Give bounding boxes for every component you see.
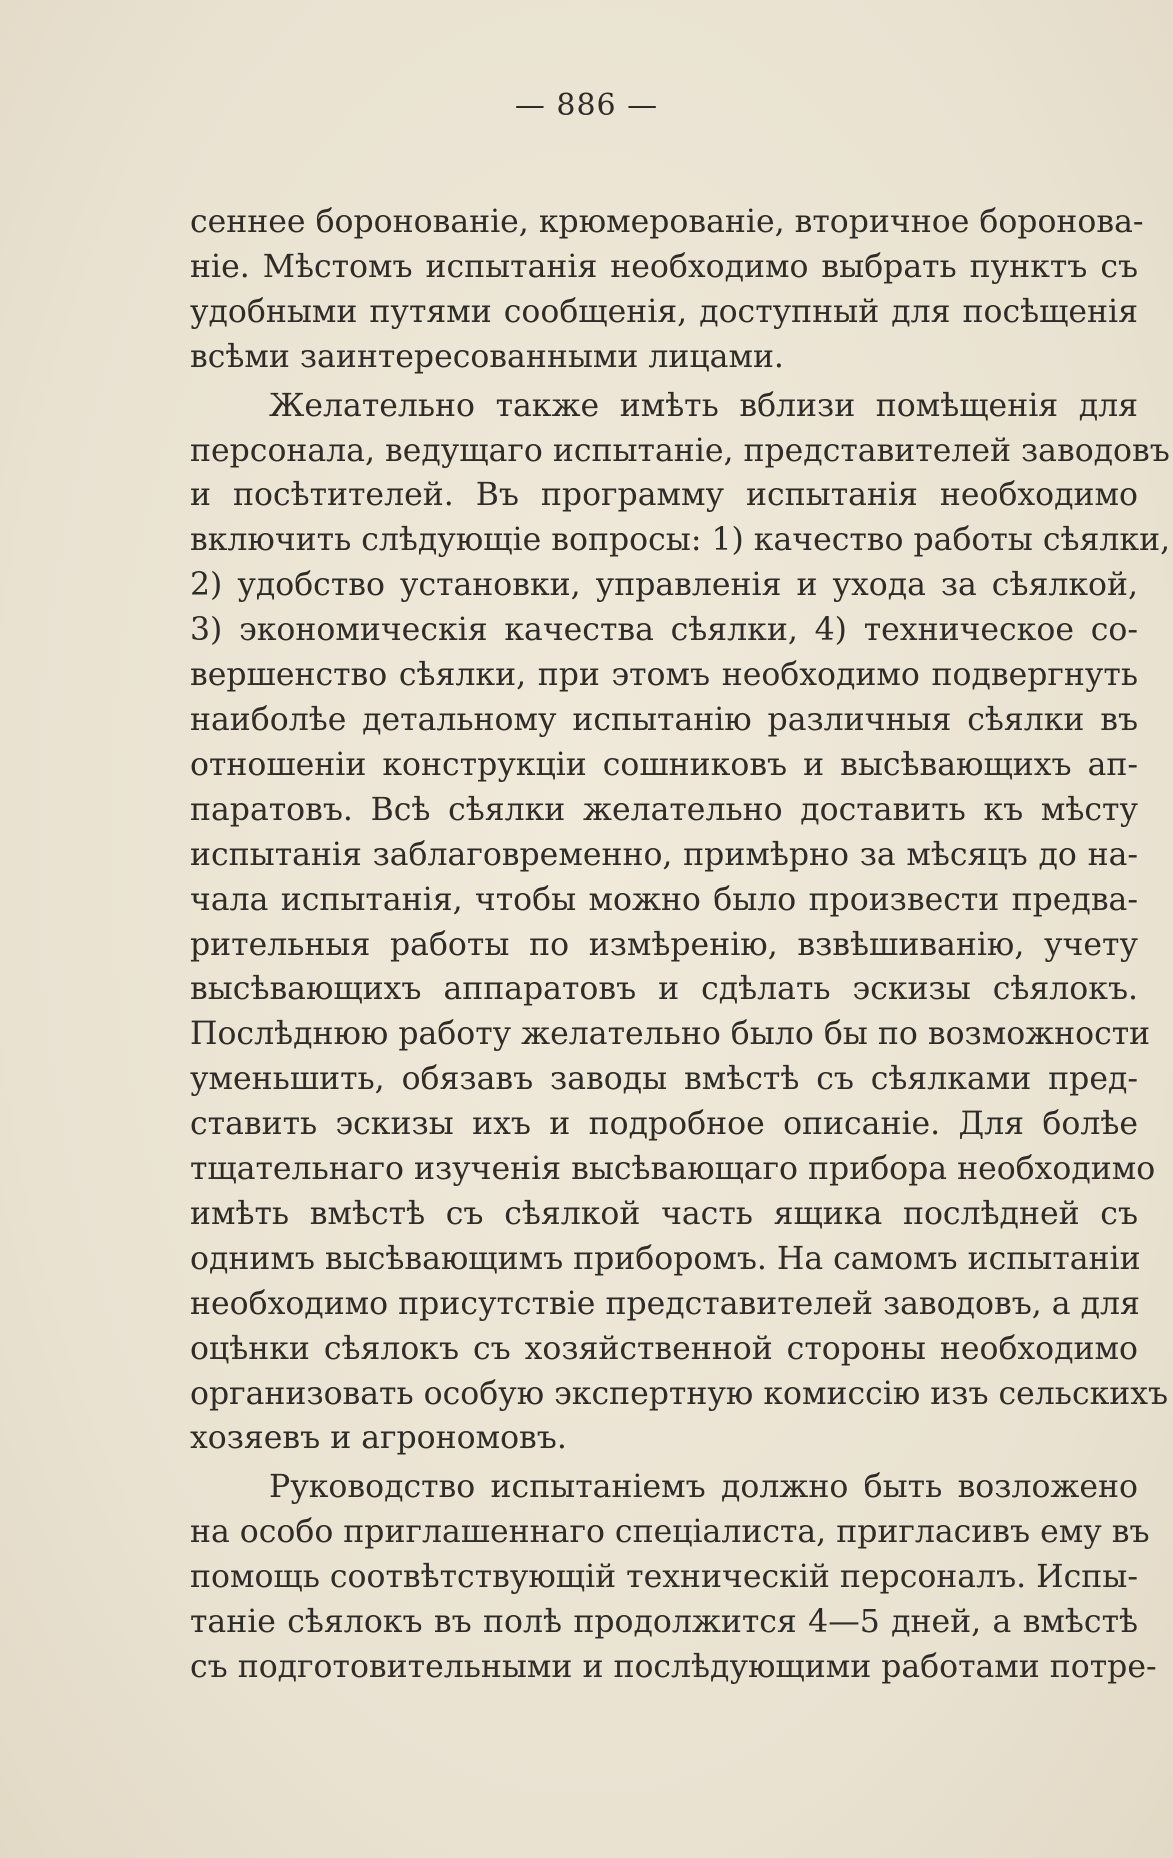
text-line: 2) удобство установки, управленія и ухода за сѣялкой,	[190, 567, 1138, 604]
text-line: таніе сѣялокъ въ полѣ продолжится 4—5 дней, а вмѣстѣ	[190, 1604, 1138, 1641]
text-line: уменьшить, обязавъ заводы вмѣстѣ съ сѣялками пред-	[190, 1061, 1138, 1098]
text-line: помощь соотвѣтствующій техническій персоналъ. Испы-	[190, 1559, 1138, 1596]
text-line: однимъ высѣвающимъ приборомъ. На самомъ испытаніи	[190, 1240, 1141, 1277]
text-line: удобными путями сообщенія, доступный для посѣщенія	[190, 293, 1138, 330]
body-text	[190, 200, 1171, 1690]
page-number: — 886 —	[514, 88, 659, 123]
text-line: оцѣнки сѣялокъ съ хозяйственной стороны необходимо	[190, 1330, 1138, 1367]
text-line: Послѣднюю работу желательно было бы по возможности	[190, 1016, 1151, 1053]
text-line: на особо приглашеннаго спеціалиста, пригласивъ ему въ	[190, 1514, 1150, 1551]
text-line: Руководство испытаніемъ должно быть возложено	[269, 1469, 1138, 1506]
text-line: вершенство сѣялки, при этомъ необходимо подвергнуть	[190, 657, 1138, 694]
text-line: 3) экономическія качества сѣялки, 4) техническое со-	[190, 612, 1138, 649]
text-line: всѣми заинтересованными лицами.	[190, 338, 784, 375]
text-line: включить слѣдующіе вопросы: 1) качество работы сѣялки,	[190, 522, 1171, 559]
text-line: ніе. Мѣстомъ испытанія необходимо выбрать пунктъ съ	[190, 248, 1138, 285]
text-line: персонала, ведущаго испытаніе, представителей заводовъ	[190, 432, 1170, 469]
text-line: наиболѣе детальному испытанію различныя сѣялки въ	[190, 701, 1138, 738]
text-line: хозяевъ и агрономовъ.	[190, 1420, 567, 1457]
text-line: необходимо присутствіе представителей заводовъ, а для	[190, 1285, 1140, 1322]
text-line: организовать особую экспертную комиссію изъ сельскихъ	[190, 1375, 1169, 1412]
text-line: паратовъ. Всѣ сѣялки желательно доставить къ мѣсту	[190, 791, 1138, 828]
text-line: высѣвающихъ аппаратовъ и сдѣлать эскизы сѣялокъ.	[190, 971, 1138, 1008]
text-line: тщательнаго изученія высѣвающаго прибора необходимо	[190, 1151, 1156, 1188]
text-line: съ подготовительными и послѣдующими работами потре-	[190, 1649, 1157, 1685]
text-line: Желательно также имѣть вблизи помѣщенія для	[269, 387, 1138, 424]
text-line: испытанія заблаговременно, примѣрно за мѣсяцъ до на-	[190, 836, 1138, 873]
text-line: сеннее боронованіе, крюмерованіе, вторичное боронова-	[190, 204, 1144, 240]
text-line: рительныя работы по измѣренію, взвѣшиванію, учету	[190, 926, 1138, 963]
text-line: и посѣтителей. Въ программу испытанія необходимо	[190, 477, 1138, 514]
text-line: отношеніи конструкціи сошниковъ и высѣвающихъ ап-	[190, 746, 1138, 783]
text-line: ставить эскизы ихъ и подробное описаніе. Для болѣе	[190, 1106, 1138, 1143]
text-line: чала испытанія, чтобы можно было произвести предва-	[190, 881, 1138, 918]
text-line: имѣть вмѣстѣ съ сѣялкой часть ящика послѣдней съ	[190, 1195, 1138, 1232]
